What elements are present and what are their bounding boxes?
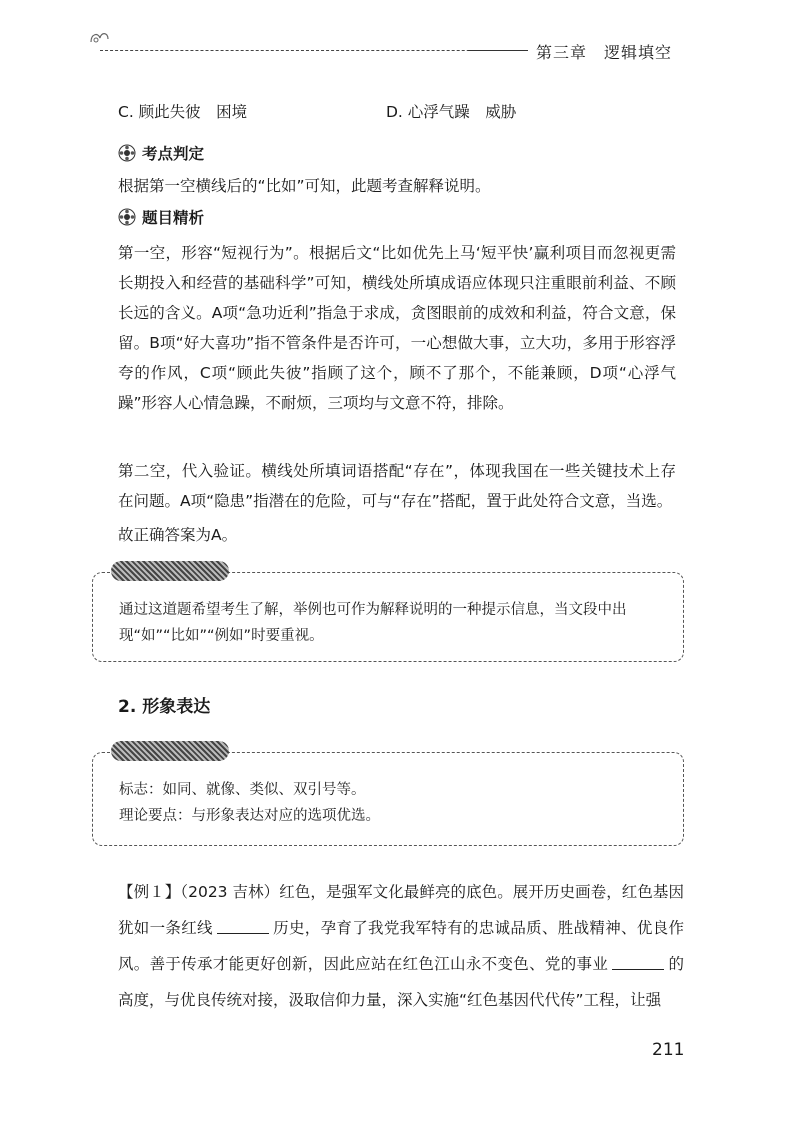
- kaodian-text: 根据第一空横线后的“比如”可知，此题考查解释说明。: [118, 177, 491, 195]
- tip-box-1-text: 通过这道题希望考生了解，举例也可作为解释说明的一种提示信息，当文段中出现“如”“比如”“例如”时要重视。: [119, 602, 627, 644]
- option-c: C. 顾此失彼 困境: [118, 103, 248, 121]
- tip-box-2-content: [119, 777, 659, 829]
- tip-badge: [111, 561, 229, 581]
- fill-blank-1: [217, 917, 269, 934]
- header-rule-dashed: [100, 50, 525, 51]
- section-kaodian: [118, 142, 204, 164]
- answer-line: 故正确答案为A。: [118, 526, 238, 544]
- tip-box-2: [92, 752, 684, 846]
- section-jiexi: [118, 206, 204, 228]
- flower-bullet-icon: [118, 144, 136, 162]
- flower-bullet-icon: [118, 208, 136, 226]
- analysis-paragraph-1: 第一空，形容“短视行为”。根据后文“比如优先上马‘短平快’赢利项目而忽视更需长期投入和经营的基础科学”可知，横线处所填成语应体现只注重眼前利益、不顾长远的含义。A项“急功近利”指急于求成，贪图眼前的成效和利益，符合文意，保留。B项“好大喜功”指不管条件是否许可，一心想做大事，立大功，多用于形容浮夸的作风，C项“顾此失彼”指顾了这个，顾不了那个，不能兼顾，D项“心浮气躁”形容人心情急躁，不耐烦，三项均与文意不符，排除。: [118, 244, 676, 412]
- subsection-heading: 2. 形象表达: [118, 697, 211, 717]
- page-number: 211: [652, 1040, 685, 1060]
- tip-box-2-line-2: 理论要点：与形象表达对应的选项优选。: [119, 808, 380, 824]
- section-jiexi-title: 题目精析: [142, 209, 205, 227]
- example-question: [118, 874, 684, 1018]
- answer-options: [118, 100, 678, 130]
- example-text-part-3: 的高度，与优良传统对接，汲取信仰力量，深入实施“红色基因代代传”工程，让强: [118, 955, 684, 1009]
- tip-box-2-line-1: 标志：如同、就像、类似、双引号等。: [119, 782, 366, 798]
- analysis-paragraph-2: 第二空，代入验证。横线处所填词语搭配“存在”，体现我国在一些关键技术上存在问题。A项“隐患”指潜在的危险，可与“存在”搭配，置于此处符合文意，当选。: [118, 462, 676, 510]
- example-text-part-1: 【例１】（2023 吉林）红色，是强军文化最鲜亮的底色。展开历史画卷，红色基因犹如一条红线: [118, 883, 684, 937]
- header-rule-solid: [468, 50, 528, 51]
- option-d: D. 心浮气躁 威胁: [386, 103, 517, 121]
- example-text-part-2: 历史，孕育了我党我军特有的忠诚品质、胜战精神、优良作风。善于传承才能更好创新，因此应站在红色江山永不变色、党的事业: [118, 919, 684, 973]
- page-header: [88, 28, 688, 68]
- tip-box-1: [92, 572, 684, 662]
- fill-blank-2: [612, 953, 664, 970]
- leaf-logo-icon: [88, 28, 112, 52]
- section-kaodian-title: 考点判定: [142, 145, 205, 163]
- chapter-title: 第三章 逻辑填空: [536, 43, 673, 62]
- tip-badge: [111, 741, 229, 761]
